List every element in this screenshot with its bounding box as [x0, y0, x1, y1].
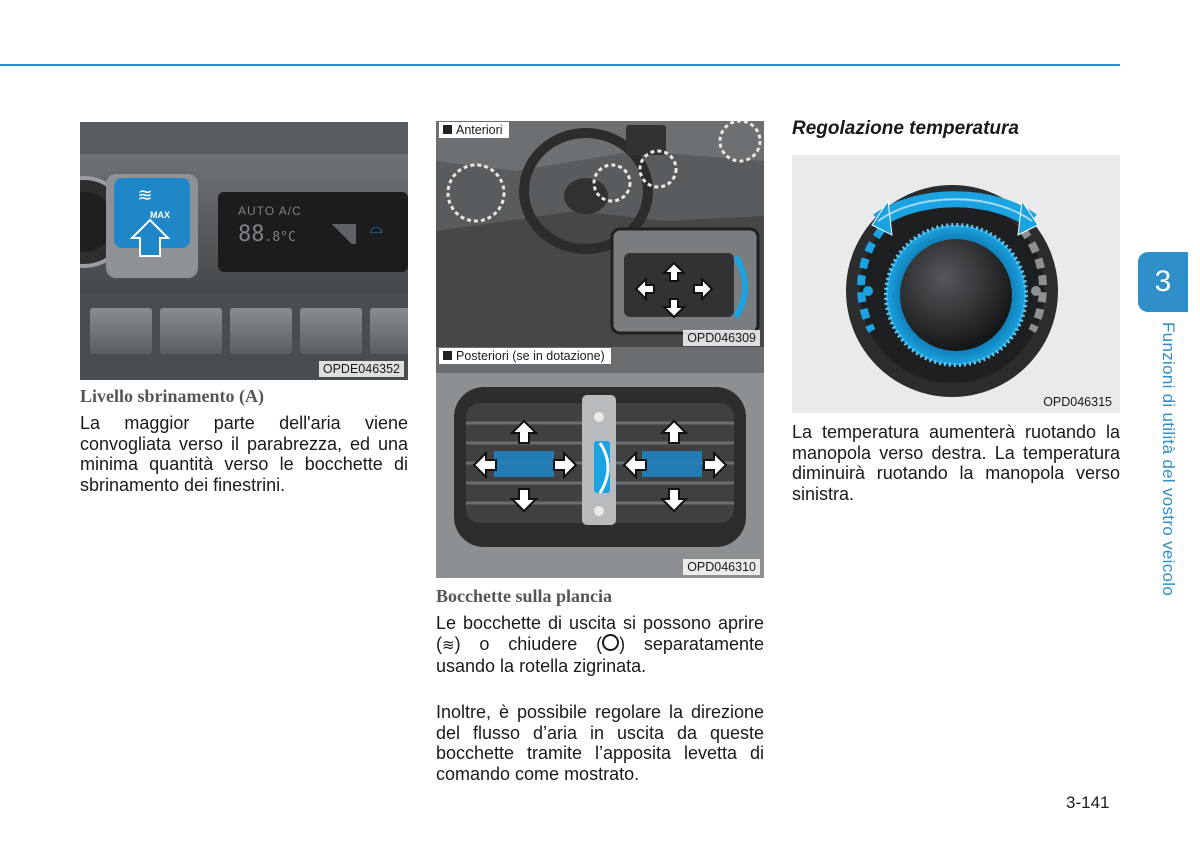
chapter-tab: [1138, 252, 1188, 312]
figure-code: OPD046310: [683, 559, 760, 575]
col2-p1-part-a: Le bocchette di uscita si possono aprire (: [436, 613, 764, 654]
col2-paragraph-2: Inoltre, è possibile regolare la direzione del flusso d’aria in uscita da queste bocchette tramite l’apposita levetta di comando come mostrato.: [436, 702, 764, 784]
bullet-square-icon: [443, 125, 452, 134]
col1-body: La maggior parte dell'aria viene convogliata verso il parabrezza, ed una minima quantità verso le bocchette di sbrinamento dei finestrini.: [80, 413, 408, 495]
figure-code: OPDE046352: [319, 361, 404, 377]
defrost-figure: [80, 122, 408, 380]
chapter-number: 3: [1154, 265, 1172, 298]
col2-p1-part-c: ) separatamente usando la rotella zigrinata.: [436, 633, 764, 676]
chapter-title: Funzioni di utilità del vostro veicolo: [1159, 322, 1178, 597]
vent-closed-icon: [602, 634, 619, 651]
col2-heading: Bocchette sulla plancia: [436, 586, 612, 606]
figure-label: [439, 348, 611, 364]
figure-code: OPD046315: [1043, 395, 1112, 409]
display-mode-text: AUTO A/C: [238, 204, 302, 218]
figure-code: OPD046309: [683, 330, 760, 346]
temp-knob-figure: [792, 155, 1120, 413]
col2-paragraph-1: [436, 613, 764, 677]
figure-label-text: Posteriori (se in dotazione): [456, 349, 605, 363]
display-temp-digits: 88: [238, 222, 265, 247]
display-temp-text: [238, 222, 296, 247]
page-number: 3-141: [1066, 793, 1110, 812]
top-rule: [0, 64, 1120, 66]
figure-label: [439, 122, 509, 138]
col3-heading: Regolazione temperatura: [792, 118, 1019, 139]
defrost-max-label: MAX: [150, 210, 170, 220]
rear-vents-figure: [436, 347, 764, 578]
bullet-square-icon: [443, 351, 452, 360]
vent-open-icon: ≋: [442, 636, 455, 654]
defrost-icon: ≋: [137, 185, 153, 205]
col2-p1-part-b: ) o chiudere (: [454, 633, 603, 654]
col3-body: La temperatura aumenterà ruotando la manopola verso destra. La temperatura diminuirà ruotando la manopola verso sinistra.: [792, 422, 1120, 504]
defrost-display-icon: ⌓: [370, 220, 383, 237]
front-vents-figure: [436, 121, 764, 349]
fan-level-bars: [328, 224, 356, 244]
display-temp-unit: .8°C: [264, 230, 296, 245]
figure-label-text: Anteriori: [456, 123, 503, 137]
col1-heading: Livello sbrinamento (A): [80, 386, 264, 406]
